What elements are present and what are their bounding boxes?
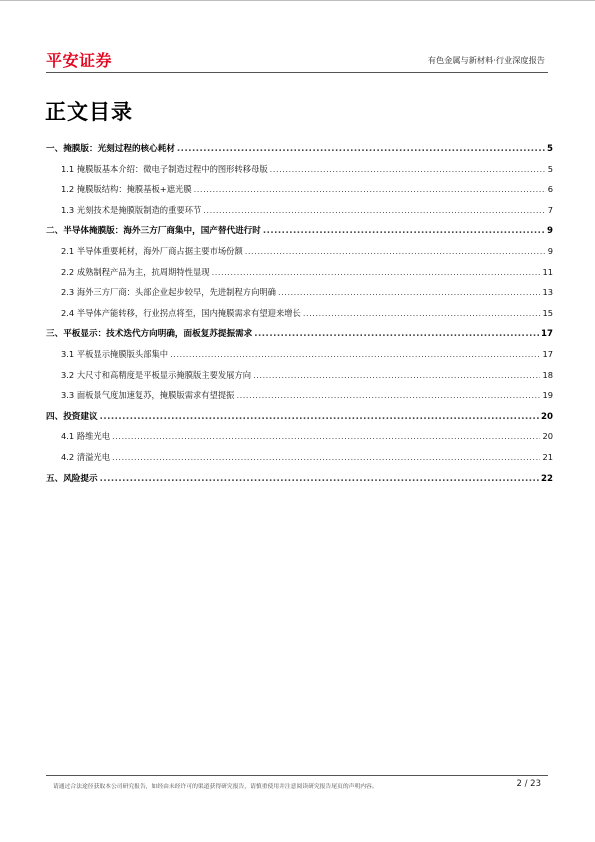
toc-page-number: 20 (541, 411, 553, 422)
toc-page-number: 19 (542, 390, 553, 401)
toc-page-number: 17 (541, 329, 553, 340)
top-rule (0, 0, 595, 1)
toc-page-number: 11 (542, 266, 553, 277)
disclaimer-note: 请通过合法途径获取本公司研究报告，如经由未经许可的渠道获得研究报告，请慎重使用并注意阅读研究报告尾页的声明内容。 (53, 784, 378, 790)
dot-leader (254, 329, 539, 339)
page-number: 2 / 23 (516, 779, 541, 789)
toc-label: 1.3 光刻技术是掩膜版制造的重要环节 (61, 204, 202, 215)
toc-entry[interactable] (46, 389, 553, 410)
toc-label: 五、风险提示 (46, 473, 98, 484)
toc-page-number: 17 (542, 348, 553, 359)
dot-leader (253, 370, 540, 380)
table-of-contents (46, 142, 553, 492)
toc-label: 2.2 成熟制程产品为主，抗周期特性显现 (61, 266, 210, 277)
toc-entry[interactable] (46, 348, 553, 369)
toc-entry[interactable] (46, 327, 553, 348)
toc-label: 3.1 平板显示掩膜版头部集中 (61, 348, 169, 359)
dot-leader (100, 412, 539, 422)
toc-entry[interactable] (46, 245, 553, 266)
report-category: 有色金属与新材料·行业深度报告 (427, 55, 545, 65)
dot-leader (278, 287, 540, 297)
toc-entry[interactable] (46, 307, 553, 328)
toc-page-number: 9 (547, 245, 553, 256)
footer-divider (46, 775, 548, 776)
dot-leader (170, 349, 540, 359)
dot-leader (112, 452, 540, 462)
dot-leader (112, 431, 540, 441)
toc-entry[interactable] (46, 163, 553, 184)
toc-page-number: 9 (547, 226, 553, 237)
toc-label: 3.3 面板景气度加速复苏，掩膜版需求有望提振 (61, 390, 235, 401)
dot-leader (194, 184, 546, 194)
company-logo: 平安证券 (46, 51, 113, 70)
dot-leader (212, 267, 541, 277)
toc-page-number: 20 (542, 431, 553, 442)
toc-entry[interactable] (46, 451, 553, 472)
dot-leader (203, 205, 545, 215)
toc-page-number: 18 (542, 369, 553, 380)
toc-page-number: 22 (541, 473, 553, 484)
toc-entry[interactable] (46, 224, 553, 245)
toc-label: 三、平板显示：技术迭代方向明确，面板复苏提振需求 (46, 329, 253, 340)
toc-page-number: 13 (542, 287, 553, 298)
dot-leader (303, 308, 541, 318)
dot-leader (177, 144, 545, 154)
page-title: 正文目录 (45, 100, 133, 124)
toc-label: 1.1 掩膜版基本介绍：微电子制造过程中的图形转移母版 (61, 163, 268, 174)
toc-page-number: 15 (542, 307, 553, 318)
toc-entry[interactable] (46, 430, 553, 451)
toc-entry[interactable] (46, 369, 553, 390)
dot-leader (245, 246, 546, 256)
toc-entry[interactable] (46, 286, 553, 307)
toc-entry[interactable] (46, 410, 553, 431)
dot-leader (100, 474, 539, 484)
toc-page-number: 5 (547, 144, 553, 154)
toc-label: 4.2 清溢光电 (61, 451, 111, 462)
toc-label: 2.1 半导体重要耗材，海外厂商占据主要市场份额 (61, 245, 243, 256)
toc-label: 一、掩膜版：光刻过程的核心耗材 (46, 144, 175, 154)
toc-entry[interactable] (46, 204, 553, 225)
dot-leader (236, 390, 540, 400)
toc-entry[interactable] (46, 266, 553, 287)
toc-entry[interactable] (46, 472, 553, 493)
header-divider (46, 72, 548, 73)
dot-leader (263, 226, 545, 236)
toc-label: 二、半导体掩膜版：海外三方厂商集中，国产替代进行时 (46, 226, 261, 237)
toc-page-number: 7 (547, 204, 553, 215)
toc-page-number: 21 (542, 451, 553, 462)
toc-page-number: 6 (547, 184, 553, 195)
toc-label: 4.1 路维光电 (61, 431, 111, 442)
toc-label: 3.2 大尺寸和高精度是平板显示掩膜版主要发展方向 (61, 369, 252, 380)
toc-label: 四、投资建议 (46, 411, 98, 422)
dot-leader (270, 164, 546, 174)
toc-label: 1.2 掩膜版结构：掩膜基板+遮光膜 (61, 184, 192, 195)
toc-label: 2.3 海外三方厂商：头部企业起步较早，先进制程方向明确 (61, 287, 276, 298)
toc-label: 2.4 半导体产能转移，行业拐点将至，国内掩膜需求有望迎来增长 (61, 307, 301, 318)
toc-page-number: 5 (547, 163, 553, 174)
toc-entry[interactable] (46, 183, 553, 204)
toc-entry[interactable] (46, 142, 553, 163)
